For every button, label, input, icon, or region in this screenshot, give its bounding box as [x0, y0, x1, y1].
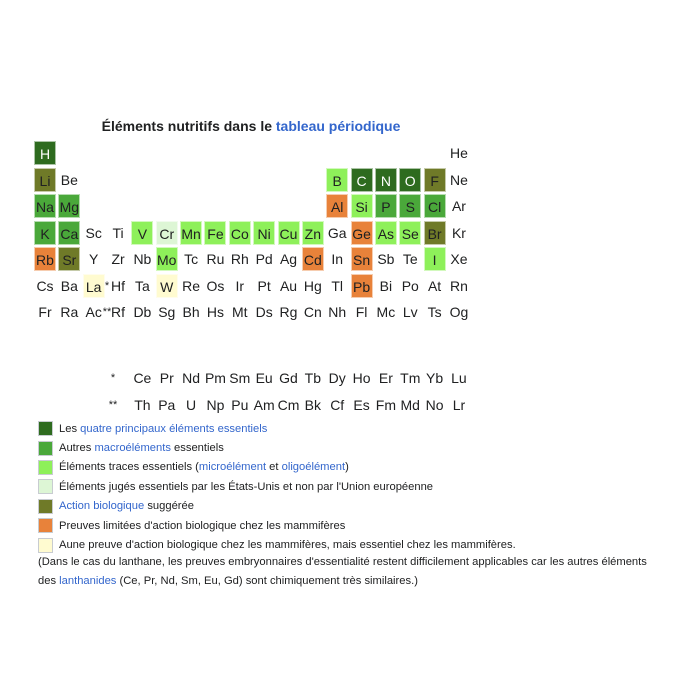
element-sn: Sn — [351, 247, 373, 271]
element-ir: Ir — [235, 277, 245, 294]
element-bk: Bk — [304, 396, 322, 413]
element-p: P — [375, 194, 397, 218]
element-se: Se — [399, 221, 421, 245]
element-li: Li — [34, 168, 56, 192]
legend-link[interactable]: Action biologique — [59, 500, 145, 513]
element-c: C — [351, 168, 373, 192]
legend-text: Les — [59, 422, 81, 435]
element-ru: Ru — [206, 251, 225, 267]
legend-label — [59, 520, 345, 532]
legend — [38, 419, 516, 555]
element-k: K — [34, 221, 56, 245]
element-u: U — [186, 396, 197, 413]
legend-item-limited — [38, 516, 516, 535]
element-y: Y — [89, 251, 99, 267]
element-ac: Ac — [85, 304, 102, 320]
note-text: (Ce, Pr, Nd, Sm, Eu, Gd) sont chimiquement très similaires.) — [116, 575, 418, 587]
element-he: He — [449, 145, 468, 161]
element-yb: Yb — [426, 370, 444, 387]
element-lr: Lr — [452, 396, 466, 413]
element-nh: Nh — [328, 304, 347, 320]
element-ts: Ts — [427, 304, 442, 320]
element-w: W — [156, 274, 178, 298]
element-ti: Ti — [112, 224, 124, 241]
element-rg: Rg — [279, 304, 298, 320]
legend-label — [59, 423, 267, 435]
element-i: I — [424, 247, 446, 271]
element-mc: Mc — [376, 304, 396, 320]
legend-item-trace — [38, 458, 516, 477]
legend-swatch — [38, 421, 53, 436]
element-fl: Fl — [355, 304, 368, 320]
legend-swatch — [38, 499, 53, 514]
element-lv: Lv — [402, 304, 418, 320]
legend-text: Preuves limitées d'action biologique chez les mammifères — [59, 519, 346, 532]
element-cs: Cs — [36, 277, 54, 294]
element-pd: Pd — [255, 251, 273, 267]
note-line-2 — [38, 572, 678, 591]
element-hs: Hs — [206, 304, 224, 320]
element-sr: Sr — [58, 247, 80, 271]
element-rf: Rf — [111, 304, 126, 320]
element-sc: Sc — [85, 224, 102, 241]
element-cd: Cd — [302, 247, 324, 271]
element-br: Br — [424, 221, 446, 245]
element-pm: Pm — [204, 370, 226, 387]
element-co: Co — [229, 221, 251, 245]
element-ne: Ne — [449, 171, 468, 188]
legend-item-suggested — [38, 497, 516, 516]
note-line-1: (Dans le cas du lanthane, les preuves embryonnaires d'essentialité restent difficilement applicables car les autres éléments — [38, 556, 647, 568]
diagram-title — [0, 118, 501, 134]
element-ca: Ca — [58, 221, 80, 245]
element-er: Er — [378, 370, 393, 387]
legend-label — [59, 500, 194, 512]
element-ge: Ge — [351, 221, 373, 245]
legend-link[interactable]: macroéléments — [94, 442, 171, 455]
legend-item-us-only — [38, 477, 516, 496]
element-ni: Ni — [253, 221, 275, 245]
element-pt: Pt — [257, 277, 271, 294]
legend-text: essentiels — [170, 442, 224, 455]
element-gd: Gd — [279, 370, 298, 387]
element-og: Og — [449, 304, 469, 320]
series-marker: * — [110, 372, 116, 385]
series-marker: ** — [102, 306, 112, 318]
element-s: S — [399, 194, 421, 218]
element-no: No — [425, 396, 444, 413]
legend-text: Éléments traces essentiels ( — [59, 461, 199, 474]
note-text: des — [38, 575, 60, 587]
element-pr: Pr — [159, 370, 174, 387]
element-sg: Sg — [158, 304, 176, 320]
element-tc: Tc — [184, 251, 199, 267]
legend-item-none — [38, 535, 516, 554]
element-b: B — [326, 168, 348, 192]
legend-text: Autres — [59, 442, 95, 455]
series-marker: * — [104, 279, 110, 292]
legend-label — [59, 461, 349, 473]
element-tb: Tb — [304, 370, 322, 387]
element-cm: Cm — [277, 396, 300, 413]
element-rb: Rb — [34, 247, 56, 271]
element-es: Es — [353, 396, 370, 413]
element-dy: Dy — [328, 370, 346, 387]
element-al: Al — [326, 194, 348, 218]
element-te: Te — [402, 251, 418, 267]
element-as: As — [375, 221, 397, 245]
element-tl: Tl — [331, 277, 344, 294]
element-sm: Sm — [229, 370, 251, 387]
element-fr: Fr — [38, 304, 52, 320]
legend-label — [59, 539, 516, 551]
element-rn: Rn — [449, 277, 468, 294]
legend-link[interactable]: quatre principaux éléments essentiels — [80, 422, 268, 435]
element-cn: Cn — [303, 304, 322, 320]
element-n: N — [375, 168, 397, 192]
element-si: Si — [351, 194, 373, 218]
legend-text: ) — [345, 461, 349, 474]
element-md: Md — [400, 396, 420, 413]
element-in: In — [331, 251, 344, 267]
legend-swatch — [38, 538, 53, 553]
element-mg: Mg — [58, 194, 80, 218]
element-am: Am — [253, 396, 275, 413]
element-zn: Zn — [302, 221, 324, 245]
element-bi: Bi — [379, 277, 393, 294]
element-ra: Ra — [60, 304, 79, 320]
element-f: F — [424, 168, 446, 192]
element-at: At — [427, 277, 442, 294]
element-ta: Ta — [134, 277, 150, 294]
element-ds: Ds — [255, 304, 273, 320]
element-na: Na — [34, 194, 56, 218]
legend-text: Éléments jugés essentiels par les États-Unis et non par l'Union européenne — [59, 480, 434, 493]
element-cu: Cu — [278, 221, 300, 245]
element-v: V — [131, 221, 153, 245]
element-pu: Pu — [231, 396, 249, 413]
element-bh: Bh — [182, 304, 200, 320]
legend-link[interactable]: microélément — [198, 461, 267, 474]
element-tm: Tm — [400, 370, 421, 387]
element-mo: Mo — [156, 247, 178, 271]
element-os: Os — [206, 277, 225, 294]
element-nd: Nd — [182, 370, 201, 387]
element-mn: Mn — [180, 221, 202, 245]
element-au: Au — [279, 277, 298, 294]
element-pb: Pb — [351, 274, 373, 298]
legend-item-macro — [38, 438, 516, 457]
legend-text: et — [266, 461, 282, 474]
title-text: Éléments nutritifs dans le — [101, 118, 276, 134]
element-lu: Lu — [451, 370, 467, 387]
legend-link[interactable]: oligoélément — [281, 461, 346, 474]
legend-text: Aune preuve d'action biologique chez les mammifères, mais essentiel chez les mammifères. — [59, 539, 516, 552]
legend-swatch — [38, 479, 53, 494]
legend-swatch — [38, 441, 53, 456]
legend-swatch — [38, 460, 53, 475]
element-be: Be — [60, 171, 78, 188]
element-ho: Ho — [352, 370, 371, 387]
legend-text: suggérée — [144, 500, 194, 513]
periodic-table-link[interactable]: tableau périodique — [275, 118, 401, 134]
element-fm: Fm — [375, 396, 396, 413]
element-ba: Ba — [60, 277, 78, 294]
element-cr: Cr — [156, 221, 178, 245]
legend-label — [59, 442, 224, 454]
element-sb: Sb — [377, 251, 395, 267]
element-ga: Ga — [327, 224, 347, 241]
lanthanides-link[interactable]: lanthanides — [59, 575, 117, 587]
element-th: Th — [134, 396, 151, 413]
element-hg: Hg — [303, 277, 322, 294]
legend-item-major4 — [38, 419, 516, 438]
element-eu: Eu — [255, 370, 273, 387]
element-fe: Fe — [204, 221, 226, 245]
legend-label — [59, 481, 433, 493]
element-pa: Pa — [158, 396, 176, 413]
element-o: O — [399, 168, 421, 192]
series-marker: ** — [108, 398, 118, 411]
element-cl: Cl — [424, 194, 446, 218]
legend-swatch — [38, 518, 53, 533]
element-zr: Zr — [111, 251, 125, 267]
element-xe: Xe — [450, 251, 468, 267]
element-re: Re — [182, 277, 201, 294]
element-nb: Nb — [133, 251, 152, 267]
element-db: Db — [133, 304, 152, 320]
element-h: H — [34, 141, 56, 165]
element-ar: Ar — [451, 198, 466, 214]
element-la: La — [83, 274, 105, 298]
element-ce: Ce — [133, 370, 152, 387]
lanthanum-note — [38, 553, 678, 591]
element-cf: Cf — [330, 396, 345, 413]
element-ag: Ag — [279, 251, 298, 267]
element-hf: Hf — [111, 277, 126, 294]
element-mt: Mt — [232, 304, 248, 320]
element-rh: Rh — [230, 251, 249, 267]
element-kr: Kr — [451, 224, 466, 241]
element-po: Po — [401, 277, 419, 294]
element-np: Np — [206, 396, 225, 413]
